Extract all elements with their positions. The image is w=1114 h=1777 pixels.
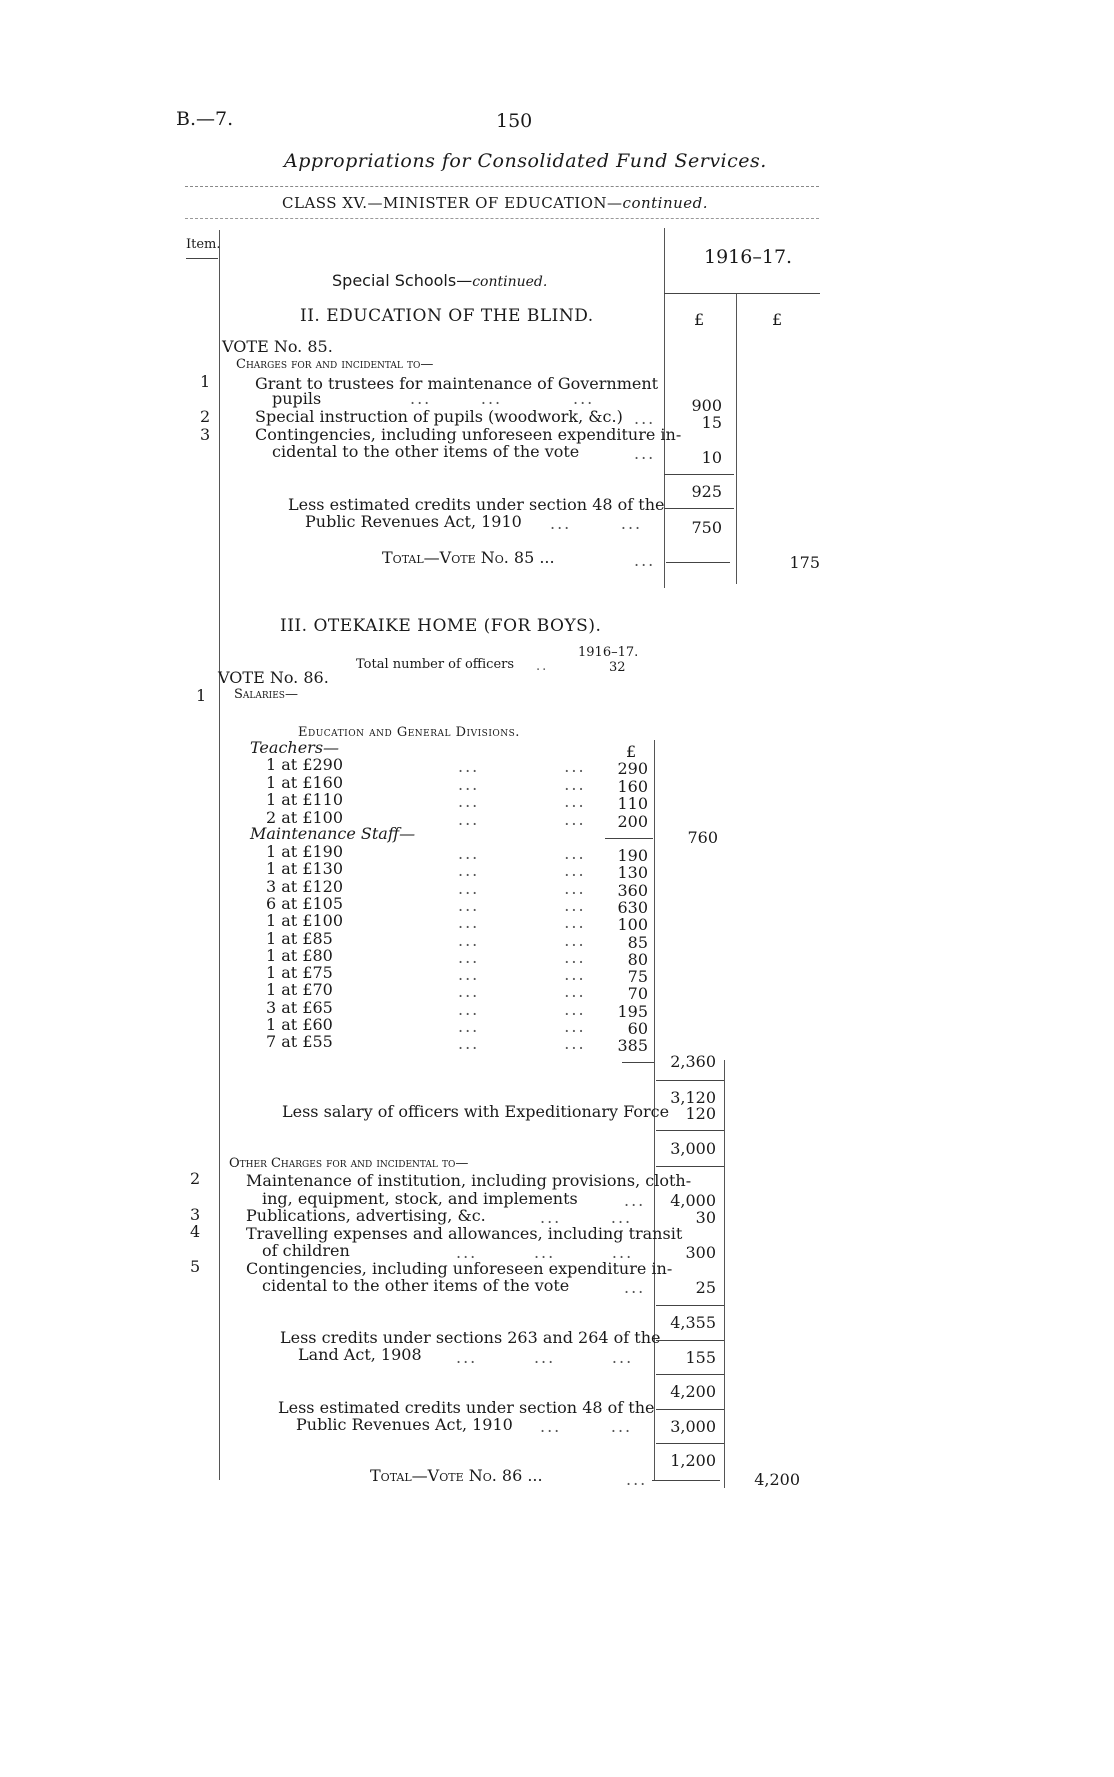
less-land-credits-value: 155	[685, 1348, 716, 1367]
class-heading	[282, 196, 708, 211]
expense-item-label: Special instruction of pupils (woodwork, &c.)	[255, 407, 623, 426]
less-revenue-credits-rule	[656, 1409, 724, 1410]
less-land-credits-label: Less credits under sections 263 and 264 of the	[280, 1328, 661, 1347]
salary-row-amount: 360	[617, 880, 648, 900]
less-credits-label-cont: Public Revenues Act, 1910	[305, 512, 522, 531]
salary-row-label: 1 at £100	[266, 911, 344, 931]
leader-dots: ... ...	[458, 1034, 586, 1054]
amount-value: 4,000	[670, 1191, 716, 1210]
leader-dots: ... ... ...	[456, 1348, 634, 1367]
after-land-rule	[656, 1374, 724, 1375]
less-land-credits-rule	[656, 1340, 724, 1341]
pound-column-2: £	[772, 310, 783, 329]
officers-label: Total number of officers	[356, 657, 515, 672]
leader-dots: ... ... ...	[410, 389, 595, 408]
maintenance-subtotal-value: 2,360	[670, 1052, 716, 1071]
salaries-heading: Salaries—	[234, 687, 298, 702]
less-land-credits-label-cont: Land Act, 1908	[298, 1345, 422, 1364]
leader-dots: ... ...	[458, 999, 586, 1019]
item-number: 4	[190, 1222, 201, 1241]
expense-item-label-cont: cidental to the other items of the vote	[272, 442, 580, 461]
expense-item-label: Maintenance of institution, including provisions, cloth-	[246, 1171, 692, 1190]
item-number: 1	[196, 686, 207, 705]
salary-row-amount: 60	[627, 1019, 648, 1038]
expense-item-label: Publications, advertising, &c.	[246, 1206, 486, 1225]
less-credits-value: 750	[691, 518, 722, 537]
less-salary-value: 120	[685, 1104, 716, 1123]
expense-item-label-cont: of children	[262, 1241, 350, 1260]
vote-85-label: VOTE No. 85.	[222, 337, 333, 356]
amount-value: 15	[701, 413, 722, 432]
item-number: 3	[200, 425, 211, 444]
item-number: 2	[200, 407, 211, 426]
salary-row-amount: 290	[617, 759, 648, 778]
maintenance-subtotal-rule	[622, 1062, 654, 1063]
page-title: Appropriations for Consolidated Fund Services.	[284, 150, 767, 172]
salary-row-amount: 100	[617, 915, 648, 935]
leader-dots: ... ...	[458, 930, 586, 950]
salary-row-label: 7 at £55	[266, 1032, 333, 1052]
net-salaries-underline	[656, 1166, 724, 1167]
less-credits-label: Less estimated credits under section 48 of the	[288, 495, 665, 514]
section-heading	[332, 273, 547, 289]
section-heading-text: Special Schools—	[332, 271, 473, 290]
net-salaries-value: 3,000	[670, 1139, 716, 1158]
charges-heading: Charges for and incidental to—	[236, 357, 434, 372]
leader-dots: ..	[536, 659, 549, 674]
vote-85-total-label: Total—Vote No. 85 ...	[382, 548, 555, 567]
item-column-divider	[219, 230, 220, 1480]
leader-dots: ... ...	[540, 1417, 633, 1436]
salary-row-label: 1 at £130	[266, 859, 344, 879]
leader-dots: ... ...	[458, 774, 586, 794]
leader-dots: ... ...	[540, 1208, 633, 1227]
salary-row-amount: 85	[627, 932, 648, 952]
vote-86-total-rule	[652, 1480, 720, 1481]
maintenance-staff-heading: Maintenance Staff—	[250, 824, 416, 843]
expense-item-label: Grant to trustees for maintenance of Government	[255, 374, 659, 393]
amount-value: 10	[701, 448, 722, 467]
salary-row-amount: 200	[617, 811, 648, 831]
salary-row-label: 1 at £110	[266, 790, 344, 809]
other-subtotal-value: 4,355	[670, 1313, 716, 1332]
salary-row-amount: 110	[617, 794, 648, 813]
salary-row-amount: 75	[627, 967, 648, 987]
salary-row-label: 1 at £290	[266, 755, 344, 774]
leader-dots: ...	[634, 551, 656, 570]
after-land-value: 4,200	[670, 1382, 716, 1401]
header-rule	[185, 186, 819, 187]
amount-value: 300	[685, 1243, 716, 1262]
leader-dots: ... ...	[458, 913, 586, 933]
leader-dots: ... ...	[458, 878, 586, 898]
amount-value: 30	[695, 1208, 716, 1227]
class-heading-text: CLASS XV.—MINISTER OF EDUCATION—	[282, 194, 623, 212]
net-total-value: 1,200	[670, 1451, 716, 1470]
item-header-rule	[186, 258, 218, 259]
less-revenue-credits-label-cont: Public Revenues Act, 1910	[296, 1415, 513, 1434]
vote-85-total-value: 175	[789, 553, 820, 572]
leader-dots: ... ...	[458, 792, 586, 811]
salary-row-label: 1 at £190	[266, 842, 344, 861]
other-subtotal-rule	[656, 1305, 724, 1306]
item-number: 2	[190, 1169, 201, 1188]
salaries-total-value: 3,120	[670, 1088, 716, 1107]
leader-dots: ...	[626, 1470, 648, 1489]
salary-row-amount: 195	[617, 1001, 648, 1021]
section-heading-continued: continued.	[472, 274, 548, 290]
pound-column-1: £	[694, 310, 705, 329]
vote-86-label: VOTE No. 86.	[218, 668, 329, 687]
leader-dots: ... ...	[458, 757, 586, 776]
vote-86-total-label: Total—Vote No. 86 ...	[370, 1466, 543, 1485]
subtotal-value: 925	[691, 482, 722, 501]
item-column-header: Item.	[186, 237, 221, 252]
leader-dots: ... ...	[458, 809, 586, 829]
salary-row-label: 3 at £120	[266, 876, 344, 896]
salary-row-label: 1 at £70	[266, 980, 333, 1000]
item-number: 3	[190, 1205, 201, 1224]
salary-row-label: 1 at £80	[266, 945, 333, 965]
other-charges-heading: Other Charges for and incidental to—	[229, 1156, 469, 1171]
total-rule	[666, 562, 730, 563]
leader-dots: ... ...	[458, 861, 586, 881]
leader-dots: ... ...	[458, 982, 586, 1002]
salary-row-amount: 80	[627, 949, 648, 969]
salary-row-amount: 160	[617, 776, 648, 796]
officers-count: 32	[609, 660, 626, 675]
amount-value: 25	[695, 1278, 716, 1297]
leader-dots: ... ...	[550, 514, 643, 533]
salary-row-label: 6 at £105	[266, 893, 344, 913]
leader-dots: ... ...	[458, 965, 586, 985]
expense-item-label-cont: pupils	[272, 389, 322, 408]
leader-dots: ... ...	[458, 895, 586, 915]
net-total-rule	[656, 1443, 724, 1444]
salary-row-amount: 385	[617, 1036, 648, 1056]
leader-dots: ...	[634, 444, 656, 463]
salary-row-amount: 630	[617, 897, 648, 917]
item-number: 1	[200, 372, 211, 391]
expense-item-label-cont: cidental to the other items of the vote	[262, 1276, 570, 1295]
pound-column-divider	[736, 294, 737, 584]
expense-item-label: Travelling expenses and allowances, including transit	[246, 1224, 683, 1243]
year-header-rule	[664, 293, 820, 294]
less-credits-rule	[664, 508, 734, 509]
item-number: 5	[190, 1257, 201, 1276]
salaries-total-rule	[656, 1080, 724, 1081]
leader-dots: ...	[624, 1191, 646, 1210]
page-number: 150	[496, 110, 533, 132]
pound-sign: £	[626, 742, 637, 761]
leader-dots: ...	[634, 409, 656, 428]
class-heading-continued: continued.	[622, 194, 709, 212]
amount-value: 900	[691, 396, 722, 415]
leader-dots: ... ...	[458, 1017, 586, 1036]
salary-row-label: 1 at £160	[266, 772, 344, 792]
vote-86-total-value: 4,200	[754, 1470, 800, 1489]
expense-item-label-cont: ing, equipment, stock, and implements	[262, 1189, 578, 1208]
expense-item-label: Contingencies, including unforeseen expenditure in-	[246, 1259, 673, 1278]
leader-dots: ... ...	[458, 844, 586, 863]
salary-row-label: 1 at £60	[266, 1015, 333, 1034]
less-salary-label: Less salary of officers with Expeditionary Force	[282, 1102, 670, 1121]
less-revenue-credits-label: Less estimated credits under section 48 of the	[278, 1398, 655, 1417]
salary-row-amount: 70	[627, 984, 648, 1004]
teachers-subtotal-rule	[605, 838, 653, 839]
right-amount-column-divider	[724, 1060, 725, 1488]
salary-row-label: 2 at £100	[266, 807, 344, 827]
leader-dots: ... ...	[458, 947, 586, 967]
salary-row-label: 1 at £85	[266, 928, 333, 948]
less-revenue-credits-value: 3,000	[670, 1417, 716, 1436]
salary-row-amount: 190	[617, 846, 648, 865]
expense-item-label: Contingencies, including unforeseen expenditure in-	[255, 425, 682, 444]
leader-dots: ... ... ...	[456, 1243, 634, 1262]
officers-year: 1916–17.	[578, 645, 639, 660]
net-salaries-rule	[656, 1130, 724, 1131]
amount-column-divider	[664, 228, 665, 588]
salary-row-amount: 130	[617, 863, 648, 883]
class-rule	[185, 218, 819, 219]
subtotal-rule	[664, 474, 734, 475]
salary-row-label: 3 at £65	[266, 997, 333, 1017]
divisions-heading: Education and General Divisions.	[298, 725, 520, 740]
teachers-subtotal-value: 760	[687, 828, 718, 847]
otekaike-heading: III. OTEKAIKE HOME (FOR BOYS).	[280, 616, 602, 636]
teachers-heading: Teachers—	[250, 738, 340, 757]
leader-dots: ...	[624, 1278, 646, 1297]
blind-heading: II. EDUCATION OF THE BLIND.	[300, 306, 594, 326]
salary-row-label: 1 at £75	[266, 963, 333, 983]
document-reference: B.—7.	[176, 108, 234, 130]
year-column-header: 1916–17.	[704, 246, 793, 268]
